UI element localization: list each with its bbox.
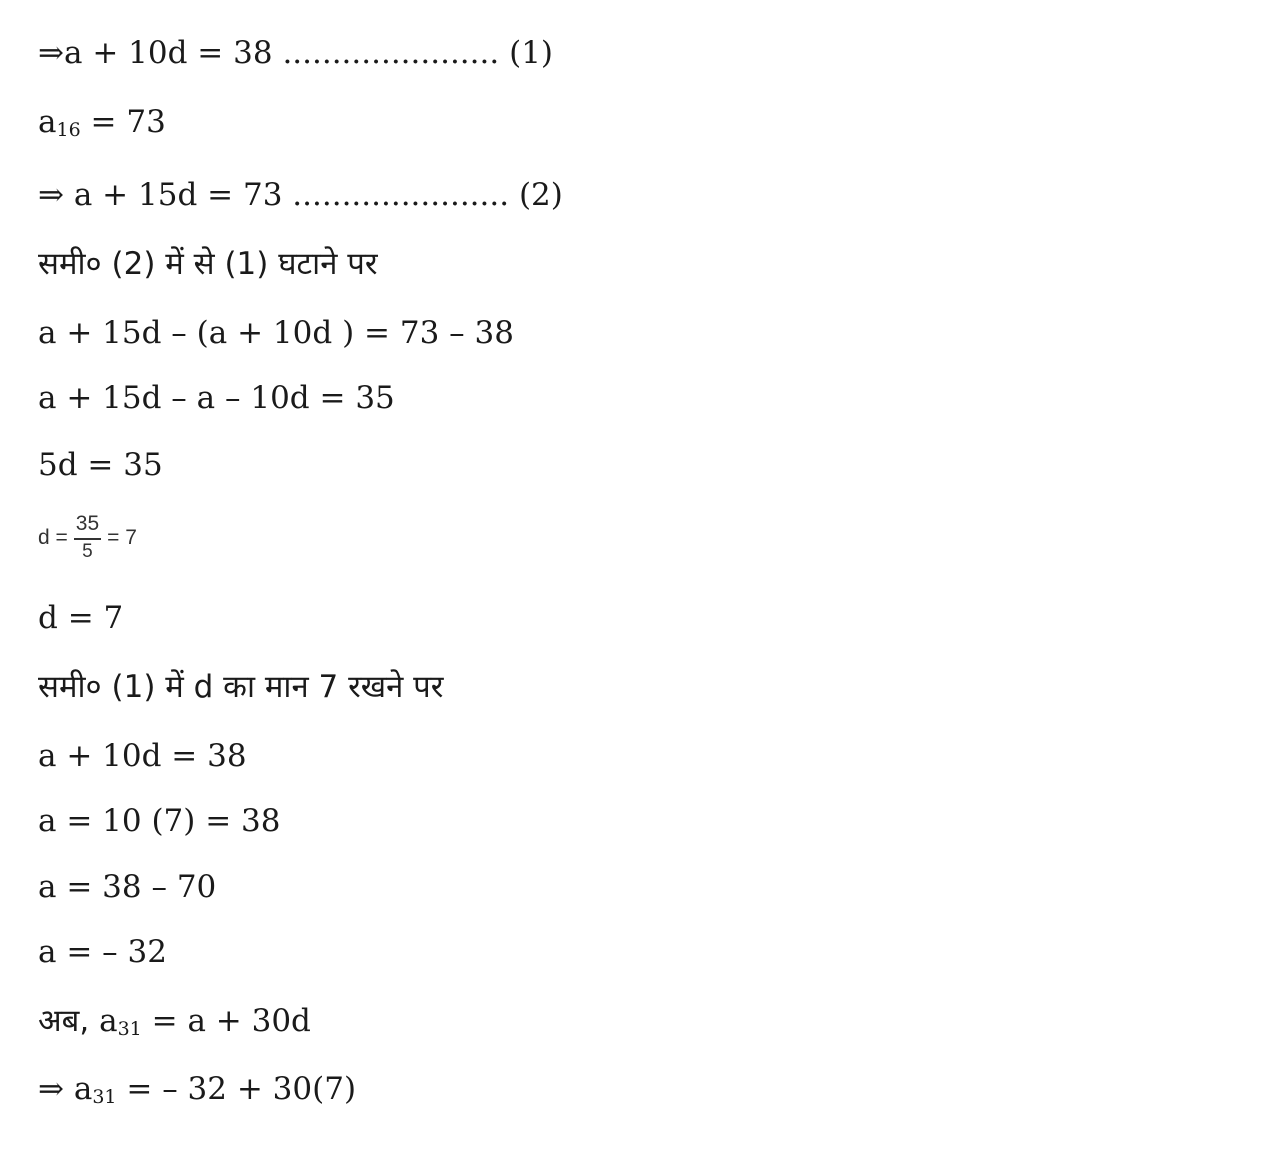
equation-text: a + 15d = 73 (63, 177, 283, 213)
a-result: a = – 32 (38, 934, 167, 970)
leader-dots: ...................... (282, 35, 500, 71)
leader-dots: ...................... (292, 177, 510, 213)
fraction-numerator: 35 (74, 512, 101, 540)
term-subscript: 31 (92, 1086, 117, 1108)
subtract-instruction: समी० (2) में से (1) घटाने पर (38, 246, 378, 282)
equation-2-line (38, 175, 563, 215)
a31-substitution (38, 1069, 356, 1117)
five-d-step: 5d = 35 (38, 447, 163, 483)
term-subscript: 31 (117, 1018, 142, 1040)
equation-ref: (1) (509, 35, 554, 71)
fraction-rhs: = 7 (107, 526, 137, 549)
equation-text: = – 32 + 30(7) (116, 1071, 357, 1107)
equation-text: = 73 (80, 104, 166, 140)
implies-symbol: ⇒ (38, 177, 64, 213)
now-prefix: अब, (38, 1003, 100, 1039)
implies-symbol: ⇒ (38, 1071, 74, 1107)
term-base: a (38, 104, 57, 140)
a16-line (38, 102, 166, 150)
fraction (74, 512, 101, 564)
equation-text: a + 10d = 38 (63, 35, 273, 71)
term-base: a (99, 1003, 118, 1039)
equation-1-line (38, 33, 553, 73)
substitution-step: a = 10 (7) = 38 (38, 803, 281, 839)
implies-symbol: ⇒ (38, 35, 64, 71)
substitute-instruction: समी० (1) में d का मान 7 रखने पर (38, 669, 444, 705)
equation-text: = a + 30d (141, 1003, 311, 1039)
d-result: d = 7 (38, 600, 124, 636)
term-base: a (73, 1071, 93, 1107)
fraction-lhs: d = (38, 526, 68, 549)
subtraction-step: a + 15d – (a + 10d ) = 73 – 38 (38, 315, 514, 351)
simplify-step: a + 15d – a – 10d = 35 (38, 380, 395, 416)
fraction-step (38, 508, 137, 568)
rearrange-step: a = 38 – 70 (38, 869, 217, 905)
fraction-denominator: 5 (82, 541, 93, 562)
term-subscript: 16 (56, 119, 81, 141)
equation-1-restated: a + 10d = 38 (38, 738, 247, 774)
a31-formula (38, 1001, 311, 1049)
equation-ref: (2) (518, 177, 563, 213)
